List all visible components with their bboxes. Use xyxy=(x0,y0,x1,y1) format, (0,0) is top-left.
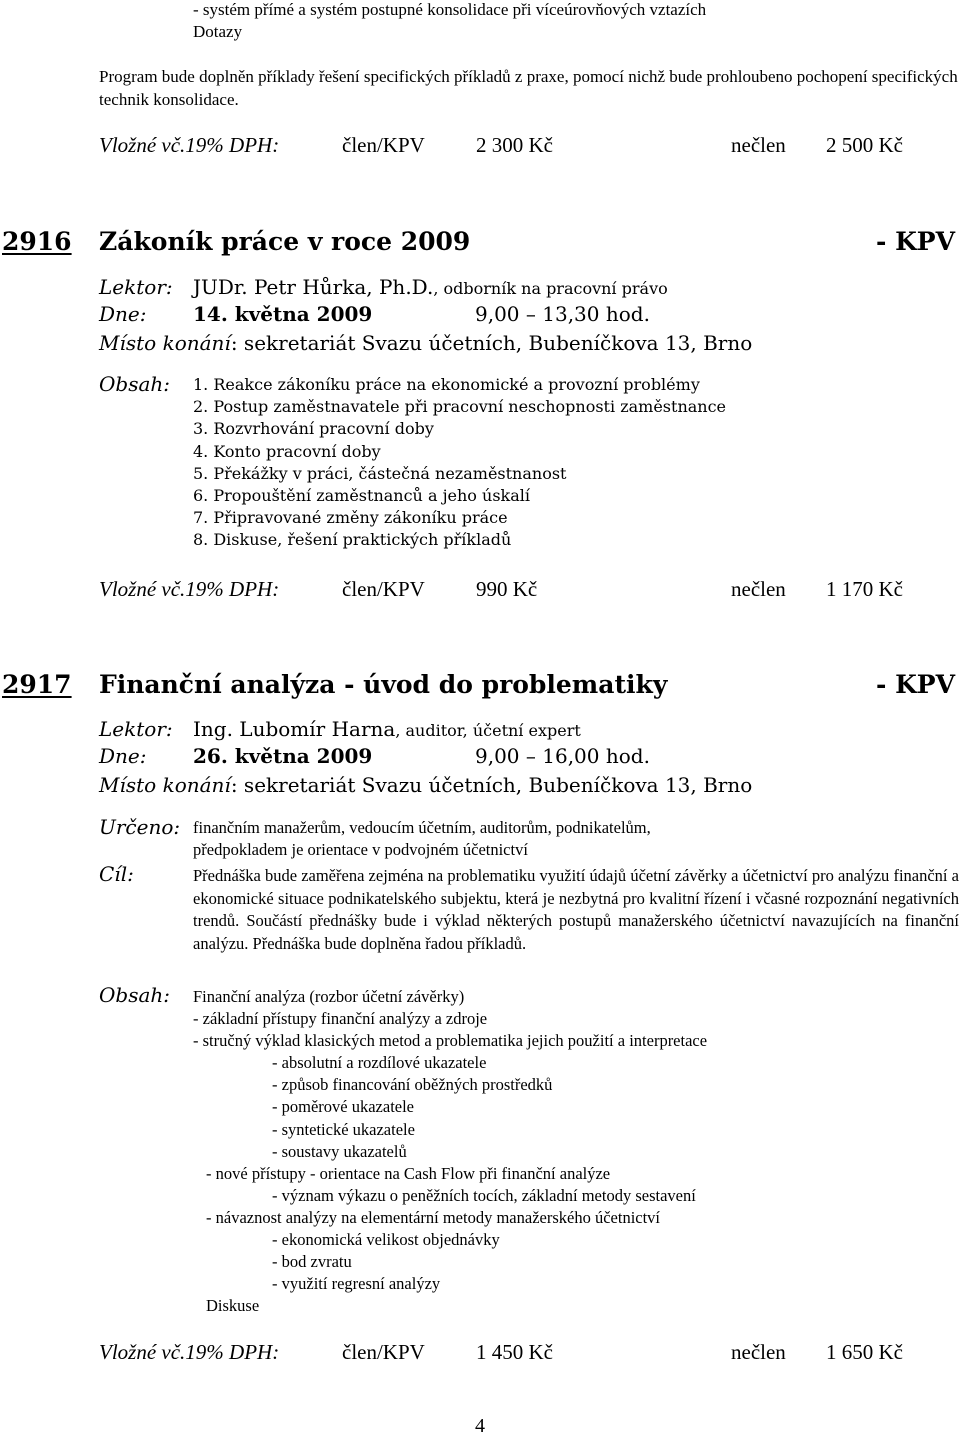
fee-nonmember: 1 170 Kč xyxy=(826,577,903,601)
fee-nonmember: 1 650 Kč xyxy=(826,1340,903,1364)
lektor-label: Lektor: xyxy=(99,717,173,741)
list-item: - soustavy ukazatelů xyxy=(272,1141,407,1161)
member-label: člen/KPV xyxy=(342,577,425,601)
cil-text: Přednáška bude zaměřena zejména na problematiku využití údajů účetní závěrky a účetnictví pro analýzu finanční a ekonomické situace podnikatelského subjektu, která je nezbytná pro kvalitní řízení i včasné rozpoznání negativních trendů. Součástí přednášky bude i výklad některých postupů manažerského účetnictví navazujících na finanční analýzu. Přednáška bude doplněna řadou příkladů. xyxy=(193,866,959,953)
course-org: - KPV xyxy=(876,670,956,699)
page-number: 4 xyxy=(475,1415,485,1437)
member-label: člen/KPV xyxy=(342,133,425,157)
content-list xyxy=(193,374,726,552)
list-item: - způsob financování oběžných prostředků xyxy=(272,1075,553,1095)
course-date: 26. května 2009 xyxy=(193,744,373,768)
fee-label: Vložné vč.19% DPH: xyxy=(99,1340,280,1364)
date-label: Dne: xyxy=(99,744,147,768)
course-time: 9,00 – 16,00 hod. xyxy=(475,744,650,768)
nonmember-label: nečlen xyxy=(731,1340,786,1364)
lektor-label: Lektor: xyxy=(99,275,173,299)
fee-member: 1 450 Kč xyxy=(476,1340,553,1364)
course-number: 2916 xyxy=(2,227,72,256)
urceno-label: Určeno: xyxy=(99,815,181,839)
program-note: Program bude doplněn příklady řešení specifických příkladů z praxe, pomocí nichž bude prohloubeno pochopení specifických technik konsolidace. xyxy=(99,67,958,109)
fee-member: 2 300 Kč xyxy=(476,133,553,157)
list-item: - stručný výklad klasických metod a problematika jejich použití a interpretace xyxy=(193,1031,708,1051)
list-item: - syntetické ukazatele xyxy=(272,1119,415,1139)
fee-member: 990 Kč xyxy=(476,577,538,601)
urceno-line: finančním manažerům, vedoucím účetním, auditorům, podnikatelům, xyxy=(193,818,651,837)
nonmember-label: nečlen xyxy=(731,133,786,157)
urceno-line: předpokladem je orientace v podvojném účetnictví xyxy=(193,840,528,859)
intro-bullet: - systém přímé a systém postupné konsolidace při víceúrovňových vztazích xyxy=(193,0,707,19)
list-item: 3. Rozvrhování pracovní doby xyxy=(193,419,434,439)
place-label: Místo konání xyxy=(99,773,231,797)
list-item: - nové přístupy - orientace na Cash Flow při finanční analýze xyxy=(206,1163,611,1183)
course-title: Finanční analýza - úvod do problematiky xyxy=(99,670,668,699)
list-item: - poměrové ukazatele xyxy=(272,1097,415,1117)
lektor-name: JUDr. Petr Hůrka, Ph.D. xyxy=(193,275,434,299)
nonmember-label: nečlen xyxy=(731,577,786,601)
obsah-label: Obsah: xyxy=(99,372,171,396)
place-text: : sekretariát Svazu účetních, Bubeníčkova 13, Brno xyxy=(230,773,753,797)
member-label: člen/KPV xyxy=(342,1340,425,1364)
fee-nonmember: 2 500 Kč xyxy=(826,133,903,157)
list-item: 8. Diskuse, řešení praktických příkladů xyxy=(193,530,512,550)
list-item: Finanční analýza (rozbor účetní závěrky) xyxy=(193,987,465,1006)
list-item: Diskuse xyxy=(206,1296,260,1316)
course-time: 9,00 – 13,30 hod. xyxy=(475,302,650,326)
list-item: 2. Postup zaměstnavatele při pracovní neschopnosti zaměstnance xyxy=(193,397,727,417)
list-item: - ekonomická velikost objednávky xyxy=(272,1230,500,1250)
list-item: - absolutní a rozdílové ukazatele xyxy=(272,1053,487,1073)
fee-label: Vložné vč.19% DPH: xyxy=(99,133,280,157)
place-label: Místo konání xyxy=(99,331,231,355)
list-item: - bod zvratu xyxy=(272,1252,352,1272)
intro-questions: Dotazy xyxy=(193,22,243,41)
lektor-note: , auditor, účetní expert xyxy=(395,721,581,740)
list-item: 1. Reakce zákoníku práce na ekonomické a provozní problémy xyxy=(193,375,700,394)
cil-label: Cíl: xyxy=(99,862,134,886)
obsah-label: Obsah: xyxy=(99,983,171,1007)
list-item: - základní přístupy finanční analýzy a zdroje xyxy=(193,1009,488,1029)
list-item: 7. Připravované změny zákoníku práce xyxy=(193,508,508,528)
lektor-note: , odborník na pracovní právo xyxy=(433,279,668,298)
list-item: 4. Konto pracovní doby xyxy=(193,441,381,461)
list-item: - využití regresní analýzy xyxy=(272,1274,441,1294)
list-item: 5. Překážky v práci, částečná nezaměstnanost xyxy=(193,463,567,483)
list-item: 6. Propouštění zaměstnanců a jeho úskalí xyxy=(193,486,531,506)
course-number: 2917 xyxy=(2,670,72,699)
date-label: Dne: xyxy=(99,302,147,326)
course-title: Zákoník práce v roce 2009 xyxy=(99,227,471,256)
lektor-name: Ing. Lubomír Harna xyxy=(193,717,396,741)
content-list xyxy=(0,986,707,1317)
list-item: - význam výkazu o peněžních tocích, základní metody sestavení xyxy=(272,1185,696,1205)
list-item: - návaznost analýzy na elementární metody manažerského účetnictví xyxy=(206,1207,661,1227)
course-date: 14. května 2009 xyxy=(193,302,373,326)
fee-label: Vložné vč.19% DPH: xyxy=(99,577,280,601)
course-org: - KPV xyxy=(876,227,956,256)
place-text: : sekretariát Svazu účetních, Bubeníčkova 13, Brno xyxy=(230,331,753,355)
